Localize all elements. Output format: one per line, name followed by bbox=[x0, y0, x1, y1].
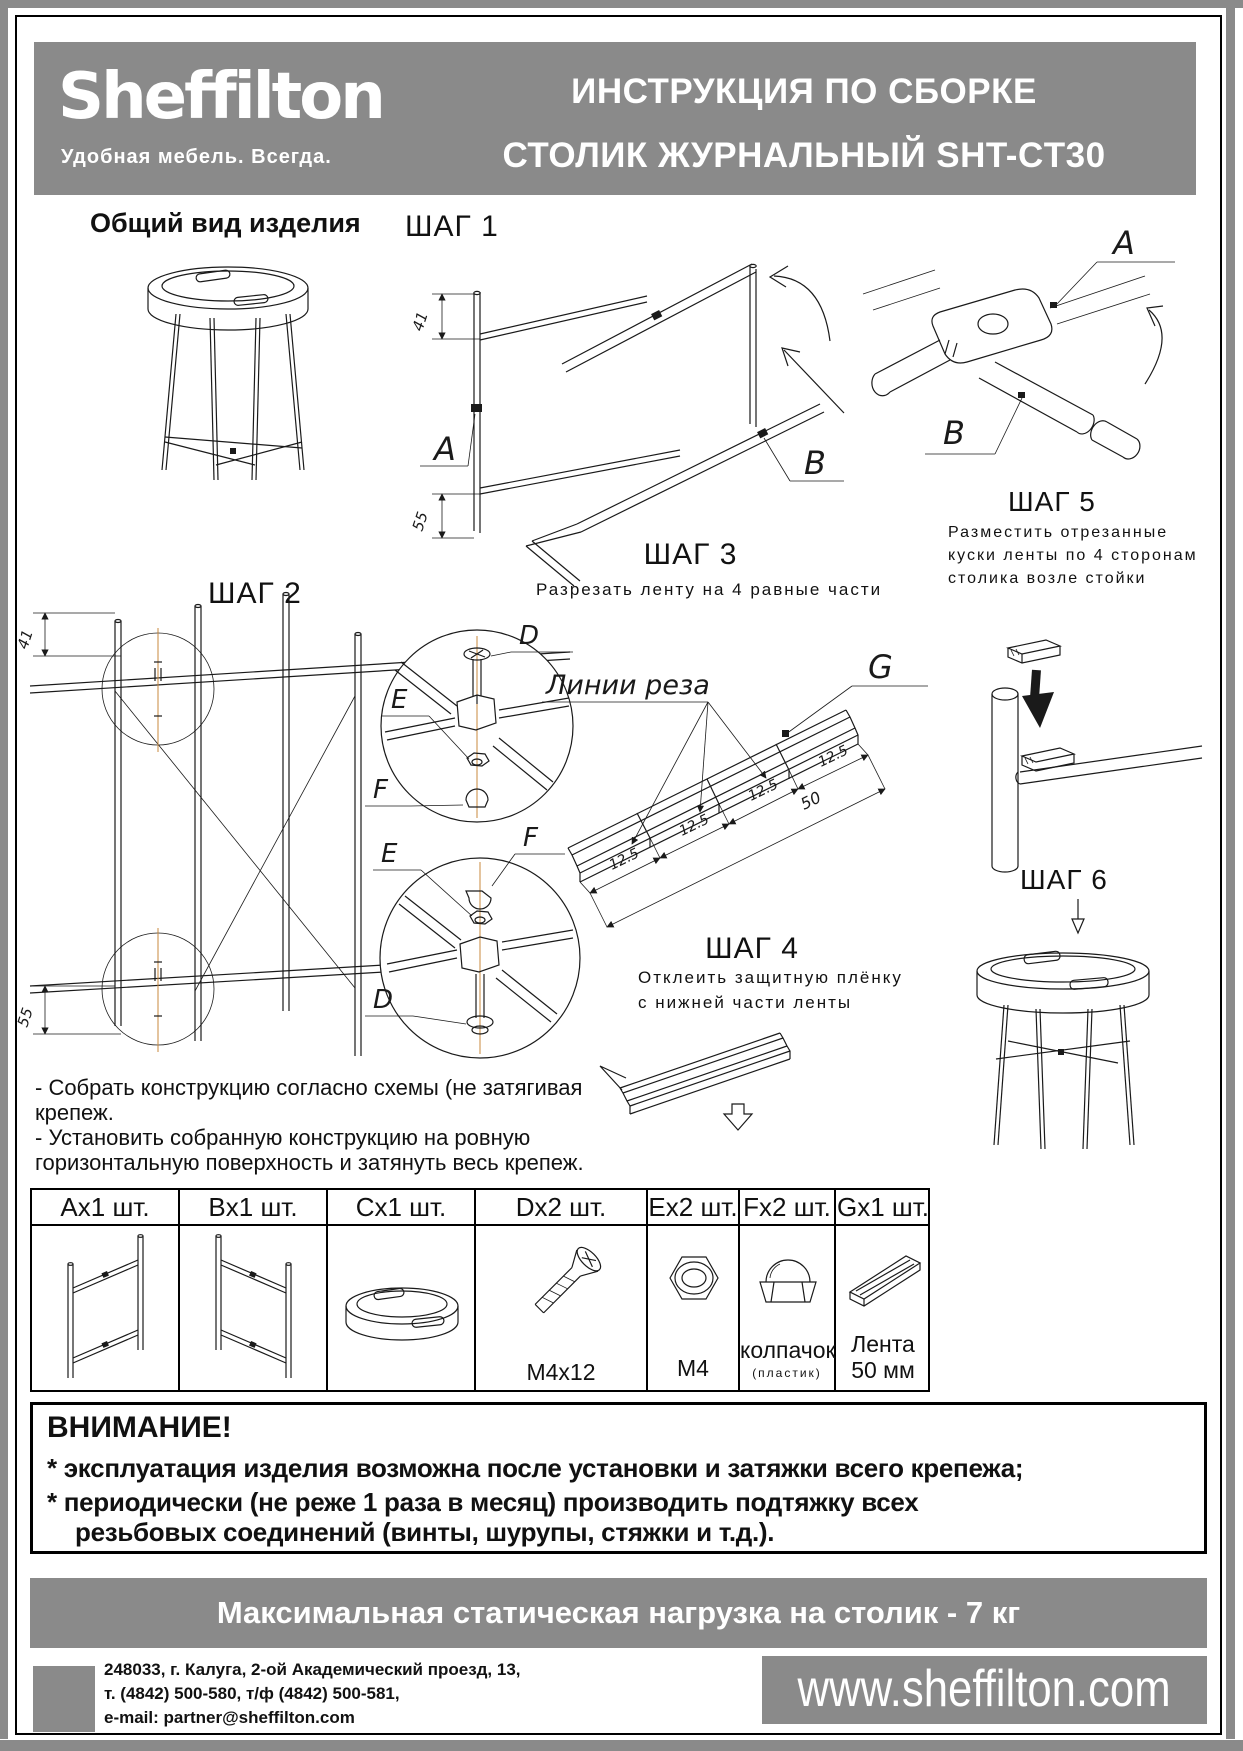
step4-text-line1: Отклеить защитную плёнку bbox=[638, 968, 903, 987]
brand-logo: Sheffilton bbox=[58, 60, 383, 134]
website-box bbox=[762, 1656, 1207, 1724]
part-column-g bbox=[836, 1190, 930, 1390]
warning-item2-cont: резьбовых соединений (винты, шурупы, стяжки и т.д.). bbox=[75, 1517, 775, 1547]
step5-figure bbox=[930, 598, 1215, 883]
step2-dim-55: 55 bbox=[13, 1005, 37, 1030]
part-g-caption2: 50 мм bbox=[851, 1357, 915, 1383]
part-e-header: Ex2 шт. bbox=[648, 1190, 738, 1226]
part-g-header: Gx1 шт. bbox=[836, 1190, 930, 1226]
part-e-caption: M4 bbox=[677, 1355, 709, 1381]
brand-tagline: Удобная мебель. Всегда. bbox=[61, 146, 332, 168]
notes-line2: крепеж. bbox=[35, 1100, 114, 1125]
load-banner: Максимальная статическая нагрузка на столик - 7 кг bbox=[30, 1578, 1207, 1648]
frame-top-bar bbox=[0, 0, 1243, 8]
step5-text-line2: куски ленты по 4 сторонам bbox=[948, 547, 1198, 564]
frame-bottom-bar bbox=[0, 1740, 1243, 1751]
step2-callout-e: E bbox=[391, 685, 408, 715]
document-title-line2: СТОЛИК ЖУРНАЛЬНЫЙ SHT-CT30 bbox=[502, 136, 1106, 175]
detail-callout-b: B bbox=[943, 414, 965, 452]
warning-item2: * периодически (не реже 1 раза в месяц) производить подтяжку всех bbox=[47, 1487, 919, 1517]
warning-box bbox=[30, 1402, 1207, 1554]
step6-title: ШАГ 6 bbox=[1020, 864, 1108, 895]
parts-table bbox=[30, 1188, 930, 1392]
step1-callout-b: B bbox=[804, 444, 826, 482]
part-f-caption: колпачок bbox=[740, 1337, 836, 1363]
part-column-d bbox=[476, 1190, 648, 1390]
step4-figure bbox=[590, 1028, 850, 1140]
step2-callout-f2: F bbox=[523, 823, 538, 853]
notes-line1: - Собрать конструкцию согласно схемы (не затягивая bbox=[35, 1075, 583, 1100]
step2-dim-41: 41 bbox=[13, 627, 37, 652]
step2-title: ШАГ 2 bbox=[208, 577, 302, 610]
footer-accent-block bbox=[33, 1666, 95, 1732]
dim-12-5-a: 12.5 bbox=[606, 845, 642, 874]
overview-title: Общий вид изделия bbox=[90, 208, 361, 238]
step1-title: ШАГ 1 bbox=[405, 210, 499, 243]
part-d-caption: M4x12 bbox=[526, 1359, 596, 1385]
frame-left-bar bbox=[0, 0, 8, 1739]
notes-line4: горизонтальную поверхность и затянуть весь крепеж. bbox=[35, 1150, 584, 1175]
part-column-c bbox=[328, 1190, 476, 1390]
document-title bbox=[424, 60, 1184, 188]
warning-title: ВНИМАНИЕ! bbox=[47, 1411, 232, 1444]
part-b-figure bbox=[180, 1226, 328, 1390]
step1-dim-41: 41 bbox=[408, 309, 432, 334]
part-column-b bbox=[180, 1190, 328, 1390]
header-panel bbox=[34, 42, 1196, 195]
step3-text: Разрезать ленту на 4 равные части bbox=[536, 580, 883, 599]
step5-title: ШАГ 5 bbox=[1008, 486, 1096, 517]
step5-text-line1: Разместить отрезанные bbox=[948, 524, 1169, 541]
cut-lines-label: Линии реза bbox=[546, 670, 710, 701]
step3-title: ШАГ 3 bbox=[643, 538, 738, 571]
footer-address-line3: e-mail: partner@sheffilton.com bbox=[104, 1708, 355, 1727]
document-title-line1: ИНСТРУКЦИЯ ПО СБОРКЕ bbox=[571, 72, 1037, 111]
part-c-header: Cx1 шт. bbox=[328, 1190, 474, 1226]
step5-text-line3: столика возле стойки bbox=[948, 570, 1147, 587]
dim-12-5-b: 12.5 bbox=[676, 811, 712, 840]
step6-figure bbox=[938, 893, 1190, 1155]
detail-callout-a: A bbox=[1113, 224, 1135, 262]
dim-50: 50 bbox=[797, 787, 825, 814]
step2-callout-f: F bbox=[373, 775, 388, 805]
part-f-header: Fx2 шт. bbox=[740, 1190, 834, 1226]
step1-dim-55: 55 bbox=[408, 509, 432, 534]
connector-detail-figure bbox=[845, 212, 1205, 507]
footer-address-line1: 248033, г. Калуга, 2-ой Академический проезд, 13, bbox=[104, 1660, 521, 1679]
notes-line3: - Установить собранную конструкцию на ровную bbox=[35, 1125, 531, 1150]
part-column-f bbox=[740, 1190, 836, 1390]
website-url: www.sheffilton.com bbox=[797, 1660, 1172, 1718]
part-a-header: Ax1 шт. bbox=[32, 1190, 178, 1226]
overview-figure bbox=[118, 252, 338, 487]
footer-address-line2: т. (4842) 500-580, т/ф (4842) 500-581, bbox=[104, 1684, 400, 1703]
step4-text-line2: с нижней части ленты bbox=[638, 993, 853, 1012]
step1-callout-a: A bbox=[434, 430, 456, 468]
step3-callout-g: G bbox=[868, 648, 893, 686]
dim-12-5-d: 12.5 bbox=[815, 742, 851, 771]
warning-item1: * эксплуатация изделия возможна после установки и затяжки всего крепежа; bbox=[47, 1453, 1024, 1483]
part-c-figure bbox=[328, 1226, 476, 1390]
part-a-figure bbox=[32, 1226, 180, 1390]
assembly-notes bbox=[35, 1075, 584, 1175]
step2-callout-e2: E bbox=[381, 839, 398, 869]
part-f-subcaption: (пластик) bbox=[752, 1366, 822, 1380]
step2-callout-d: D bbox=[519, 621, 540, 651]
part-b-header: Bx1 шт. bbox=[180, 1190, 326, 1226]
step2-callout-d2: D bbox=[373, 985, 394, 1015]
part-column-e bbox=[648, 1190, 740, 1390]
part-d-header: Dx2 шт. bbox=[476, 1190, 646, 1226]
dim-12-5-c: 12.5 bbox=[745, 776, 781, 805]
step4-title: ШАГ 4 bbox=[705, 932, 799, 965]
frame-right-bar bbox=[1226, 0, 1235, 1739]
part-column-a bbox=[32, 1190, 180, 1390]
part-g-caption: Лента bbox=[851, 1331, 915, 1357]
